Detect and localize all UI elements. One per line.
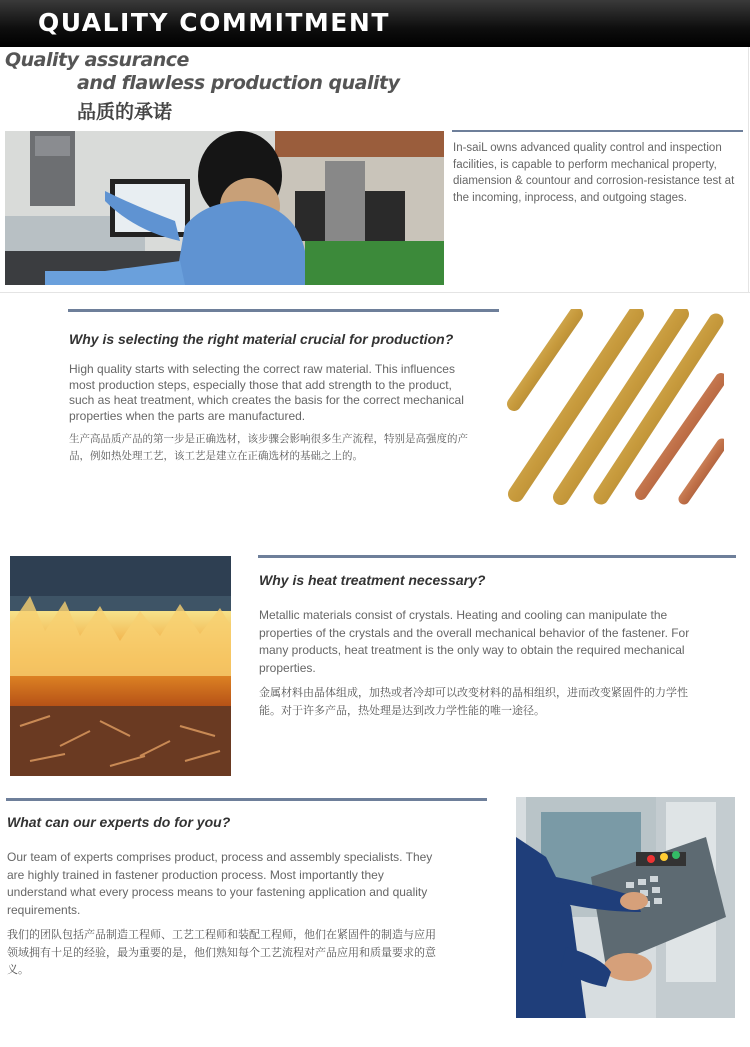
material-heading: Why is selecting the right material crucial for production? — [69, 331, 454, 347]
furnace-photo — [10, 556, 231, 776]
intro-heading-cn: 品质的承诺 — [77, 102, 173, 123]
heat-rule — [258, 555, 736, 558]
intro-heading-line1: Quality assurance — [5, 49, 189, 71]
header-banner — [0, 0, 750, 47]
experts-rule — [6, 798, 487, 801]
intro-heading-line2: and flawless production quality — [77, 72, 400, 94]
intro-text: In-saiL owns advanced quality control and inspection facilities, is capable to perform mechanical property, diamension & countour and corrosion-resistance test at the incoming, inprocess, and outgoing stages. — [453, 142, 735, 204]
experts-heading: What can our experts do for you? — [7, 814, 231, 830]
section-edge — [748, 47, 749, 293]
intro-rule — [452, 130, 743, 132]
heat-text: Metallic materials consist of crystals. Heating and cooling can manipulate the properties of the crystals and the overall mechanical behavior of the fastener. For many products, heat treatment is the only way to obtain the required mechanical properties. — [259, 608, 690, 675]
material-text-cn: 生产高品质产品的第一步是正确选材，该步骤会影响很多生产流程，特别是高强度的产品，例如热处理工艺，该工艺是建立在正确选材的基础之上的。 — [69, 433, 468, 462]
material-text: High quality starts with selecting the correct raw material. This influences most production steps, especially those that add strength to the product, such as heat treatment, which creates the basis for the correct mechanical properties when the parts are manufactured. — [69, 362, 464, 423]
experts-text: Our team of experts comprises product, process and assembly specialists. They are highly trained in fastener production process. Most importantly they understand what every process means to your fastening application and quality requirements. — [7, 850, 433, 917]
heat-text-cn: 金属材料由晶体组成，加热或者冷却可以改变材料的晶相组织，进而改变紧固件的力学性能。对于许多产品，热处理是达到改力学性能的唯一途径。 — [259, 686, 688, 717]
experts-text-cn: 我们的团队包括产品制造工程师、工艺工程师和装配工程师，他们在紧固件的制造与应用领域拥有十足的经验，最为重要的是，他们熟知每个工艺流程对产品应用和质量要求的意义。 — [7, 928, 436, 976]
brass-rods-photo — [506, 309, 724, 508]
section-divider — [0, 292, 750, 293]
banner-title: QUALITY COMMITMENT — [38, 8, 390, 37]
heat-heading: Why is heat treatment necessary? — [259, 572, 486, 588]
inspection-lab-photo — [5, 131, 444, 285]
cnc-operator-photo — [516, 797, 735, 1018]
material-rule — [68, 309, 499, 312]
